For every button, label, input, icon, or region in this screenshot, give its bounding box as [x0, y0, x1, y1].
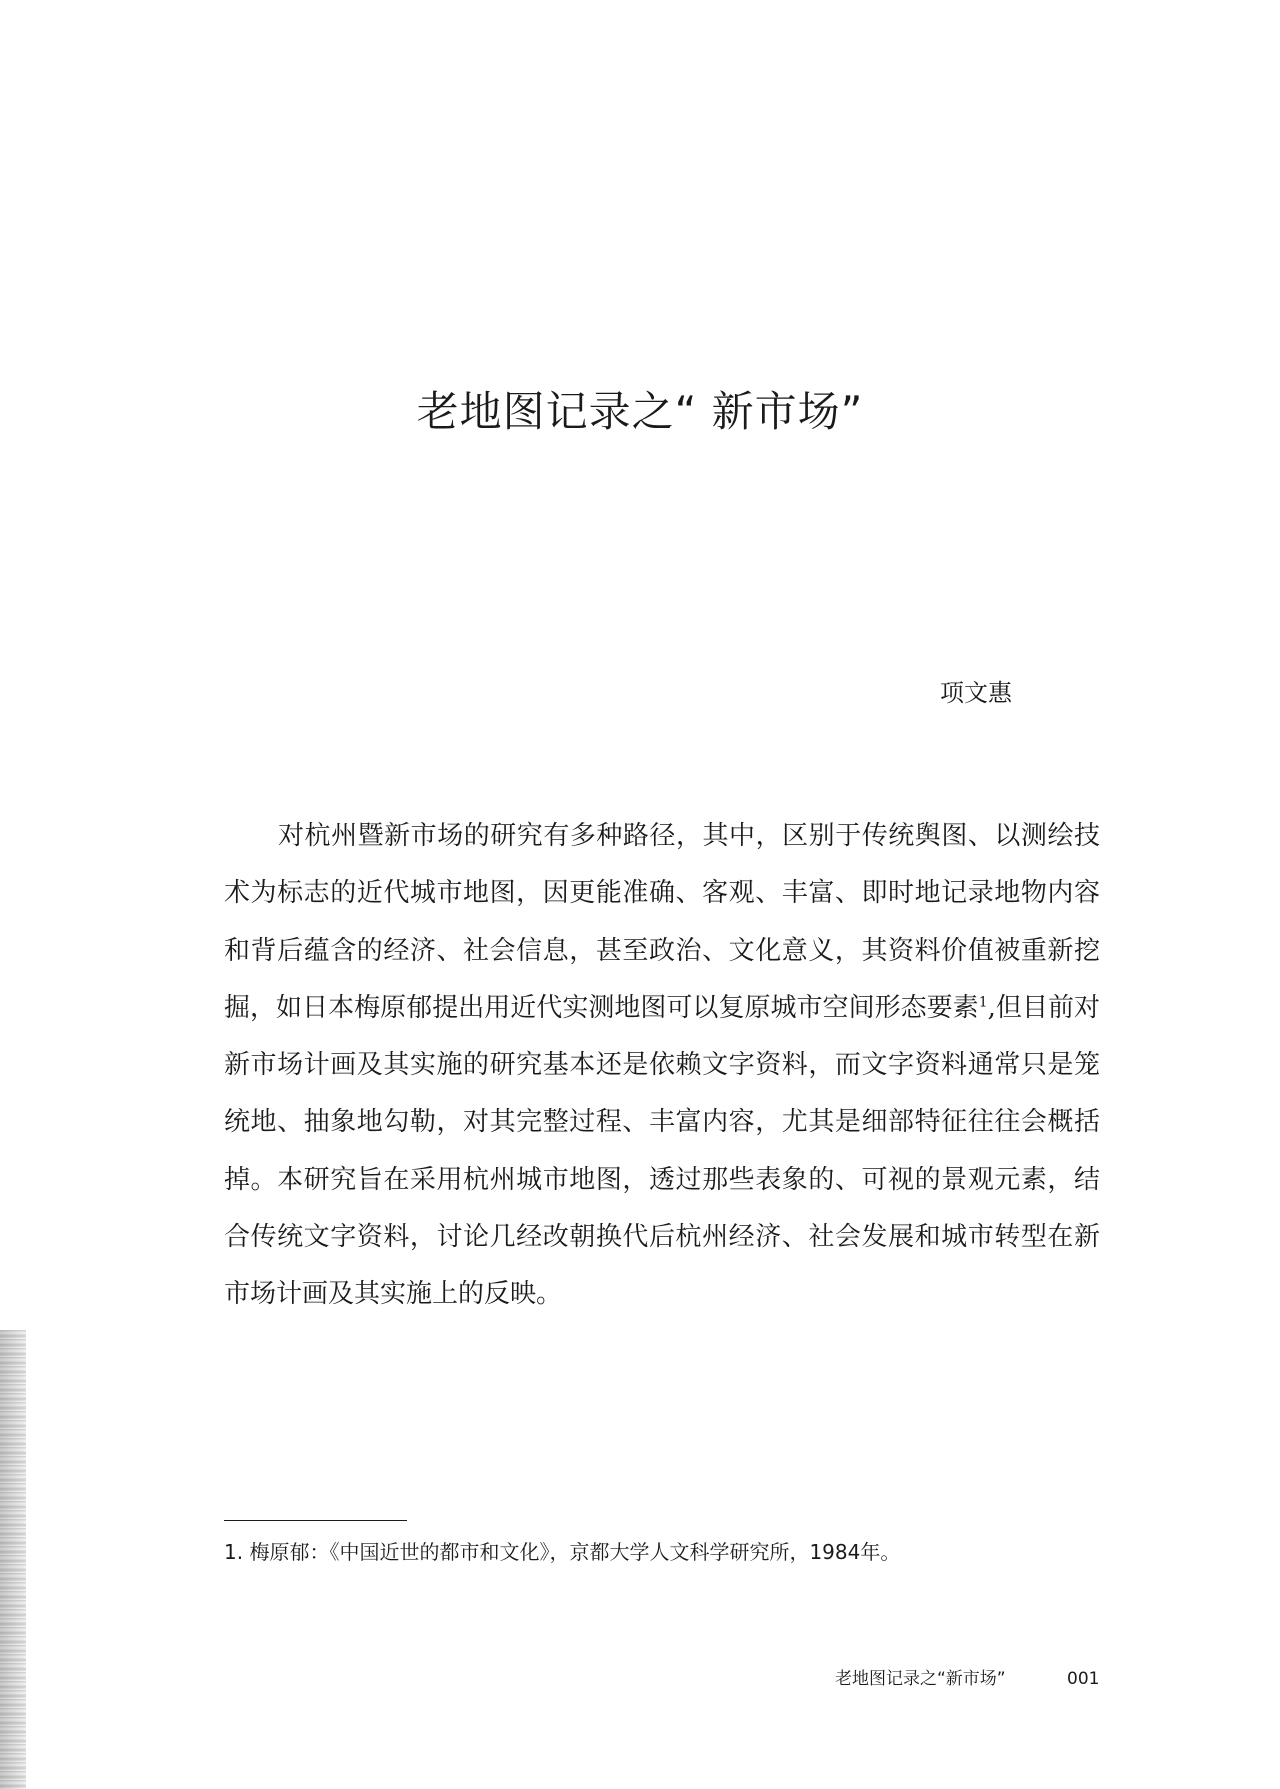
footnote-reference[interactable]: 1: [978, 994, 988, 1011]
chapter-title: 老地图记录之“ 新市场”: [416, 387, 864, 436]
footnote: 1. 梅原郁：《中国近世的都市和文化》，京都大学人文科学研究所，1984年。: [224, 1540, 901, 1564]
body-text-part-1: 对杭州暨新市场的研究有多种路径，其中，区别于传统舆图、以测绘技术为标志的近代城市地图，因更能准确、客观、丰富、即时地记录地物内容和背后蕴含的经济、社会信息，甚至政治、文化意义，其资料价值被重新挖掘，如日本梅原郁提出用近代实测地图可以复原城市空间形态要素: [224, 821, 1100, 1023]
running-footer-title: 老地图记录之“新市场”: [835, 1669, 1006, 1689]
body-paragraph: [224, 808, 1100, 1324]
body-text-part-2: ,但目前对新市场计画及其实施的研究基本还是依赖文字资料，而文字资料通常只是笼统地、抽象地勾勒，对其完整过程、丰富内容，尤其是细部特征往往会概括掉。本研究旨在采用杭州城市地图，透过那些表象的、可视的景观元素，结合传统文字资料，讨论几经改朝换代后杭州经济、社会发展和城市转型在新市场计画及其实施上的反映。: [224, 992, 1100, 1310]
footnote-divider: [224, 1520, 407, 1521]
page-number: 001: [1067, 1669, 1100, 1689]
page-edge-shadow: [0, 1330, 26, 1789]
author-name: 项文惠: [940, 679, 1012, 707]
